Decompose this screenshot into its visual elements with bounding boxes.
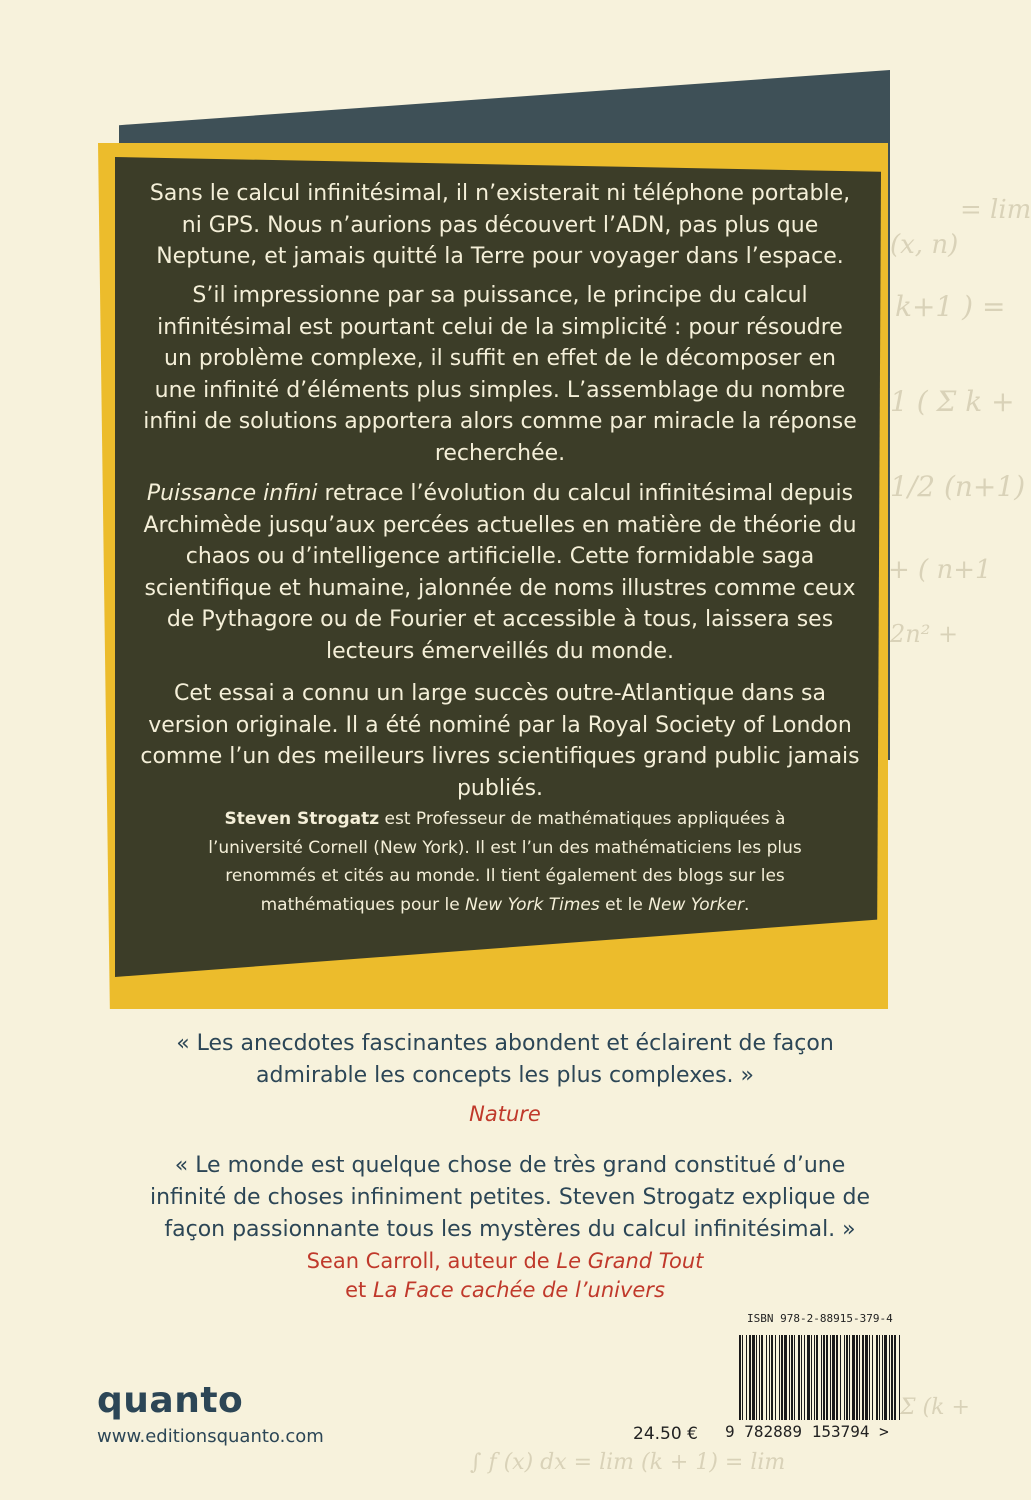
math-decoration: 1/2 (n+1): [890, 470, 1026, 503]
isbn-label: ISBN 978-2-88915-379-4: [747, 1312, 893, 1325]
blurb-paragraph-3: [140, 478, 860, 667]
math-decoration: 1 ( Σ k +: [890, 385, 1015, 418]
math-decoration: + ( n+1: [888, 555, 992, 585]
quote-source-book: Le Grand Tout: [556, 1249, 704, 1273]
blurb-paragraph-1: Sans le calcul infinitésimal, il n’existerait ni téléphone portable, ni GPS. Nous n’aurions pas découvert l’ADN, pas plus que Neptune, et jamais quitté la Terre pour voyager dans l’espace.: [149, 181, 851, 269]
blurb-paragraph-2: S’il impressionne par sa puissance, le principe du calcul infinitésimal est pourtant celui de la simplicité : pour résoudre un problème complexe, il suffit en effet de le décomposer en une infinité d’éléments plus simples. L’assemblage du nombre infini de solutions apportera alors comme par miracle la réponse recherchée.: [143, 283, 857, 466]
book-title: Puissance infini: [146, 481, 318, 506]
author-bio: [175, 805, 835, 919]
price-label: 24.50 €: [633, 1424, 698, 1444]
math-decoration: Σ (k +: [900, 1395, 970, 1420]
barcode-icon: [735, 1335, 905, 1420]
math-decoration: (x, n): [890, 230, 959, 260]
press-quote-2-source: [120, 1247, 890, 1305]
blurb-paragraph-3-text: retrace l’évolution du calcul infinitésimal depuis Archimède jusqu’aux percées actuelles en matière de théorie du chaos ou d’intelligence artificielle. Cette formidable saga scientifique et humaine, jalonnée de noms illustres comme ceux de Pythagore ou de Fourier et accessible à tous, laissera ses lecteurs émerveillés du monde.: [143, 481, 857, 664]
quote-source: Nature: [469, 1102, 541, 1126]
quote-source-text: et: [345, 1278, 373, 1302]
math-decoration: ∫ f (x) dx = lim (k + 1) = lim: [470, 1450, 786, 1475]
math-decoration: k+1 ) =: [895, 290, 1006, 323]
press-quote-2: « Le monde est quelque chose de très grand constitué d’une infinité de choses infiniment petites. Steven Strogatz explique de façon passionnante tous les mystères du calcul infinitésimal. »: [149, 1153, 871, 1242]
press-quote-1: « Les anecdotes fascinantes abondent et éclairent de façon admirable les concepts les plus complexes. »: [176, 1031, 834, 1088]
quote-source-text: Sean Carroll, auteur de: [306, 1249, 557, 1273]
publisher-logo: quanto: [97, 1380, 244, 1421]
publisher-website[interactable]: www.editionsquanto.com: [97, 1426, 324, 1447]
press-quote-1-source: [120, 1100, 890, 1129]
quote-source-book: La Face cachée de l’univers: [372, 1278, 665, 1302]
ean-number: 9 782889 153794 >: [725, 1422, 889, 1441]
blurb-paragraph-4: Cet essai a connu un large succès outre-Atlantique dans sa version originale. Il a été nominé par la Royal Society of London comme l’un des meilleurs livres scientifiques grand public jamais publiés.: [140, 681, 860, 801]
math-decoration: = lim: [960, 195, 1031, 225]
bio-outlet: New Yorker: [648, 894, 744, 915]
bio-outlet: New York Times: [465, 894, 600, 915]
bio-text: est Professeur de mathématiques appliquées à l’université Cornell (New York). Il est l’un des mathématiciens les plus renommés et cités au monde. Il tient également des blogs sur les mathématiques pour le: [208, 809, 802, 915]
author-name: Steven Strogatz: [224, 809, 380, 829]
math-decoration: 2n² +: [890, 620, 959, 648]
bio-text: .: [743, 894, 750, 915]
bio-text: et le: [599, 894, 649, 915]
